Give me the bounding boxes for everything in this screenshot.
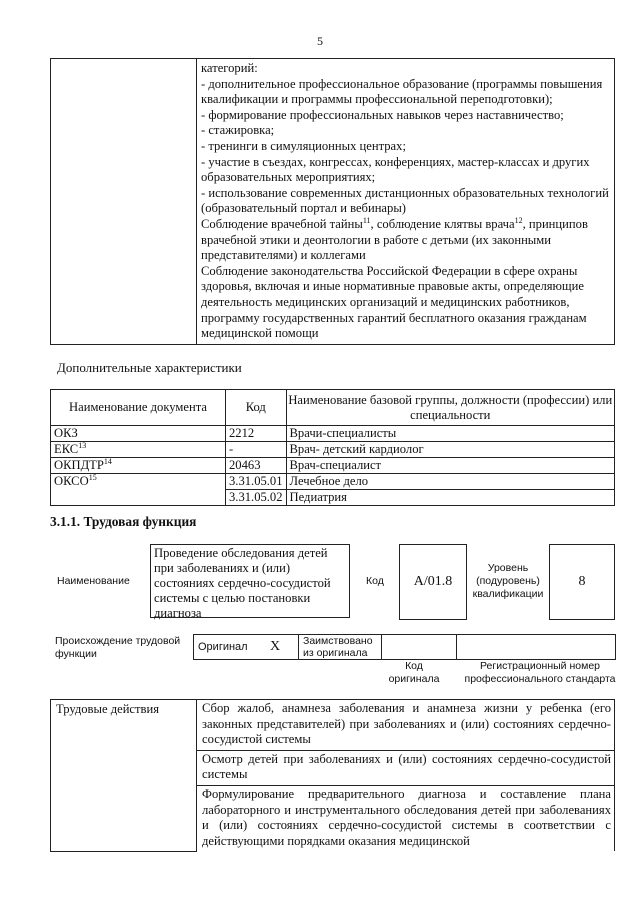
footnote-ref: 12: [514, 215, 523, 225]
table-row: [51, 458, 615, 474]
code-cell: 3.31.05.02: [226, 490, 287, 506]
additional-table: [50, 389, 615, 506]
name-cell: Лечебное дело: [286, 474, 614, 490]
function-level-box: 8: [549, 544, 615, 620]
page-number: 5: [317, 34, 323, 48]
doc-cell: ОКЗ: [51, 426, 226, 442]
original-mark: X: [266, 635, 299, 660]
name-cell: Врач- детский кардиолог: [286, 442, 614, 458]
text-line: - формирование профессиональных навыков через наставничество;: [201, 107, 564, 122]
continuation-table: [50, 58, 615, 345]
name-cell: Педиатрия: [286, 490, 614, 506]
code-label: Код: [366, 575, 384, 587]
text-line: - стажировка;: [201, 123, 275, 138]
column-header: Наименование документа: [51, 390, 226, 426]
origin-label: Происхождение трудовой функции: [55, 635, 181, 660]
table-row: [51, 474, 615, 490]
function-name-box: Проведение обследования детей при заболеваниях и (или) состояниях сердечно-сосудистой системы с целью постановки диагноза: [150, 544, 350, 618]
table-row: [51, 426, 615, 442]
name-label: Наименование: [57, 575, 130, 587]
secrecy-text: , принципов врачебной этики и деонтологии в работе с детьми (их законными представителями) и коллегами: [201, 216, 588, 263]
text-line: - тренинги в симуляционных центрах;: [201, 138, 406, 153]
text-line: - использование современных дистанционных образовательных технологий (образовательный портал и вебинары): [201, 185, 609, 216]
action-item: Осмотр детей при заболеваниях и (или) состояниях сердечно-сосудистой системы: [197, 750, 615, 785]
name-cell: Врачи-специалисты: [286, 426, 614, 442]
action-item: Сбор жалоб, анамнеза заболевания и анамнеза жизни у ребенка (его законных представителей) при заболеваниях и (или) состояниях сердечно-сосудистой системы: [197, 700, 615, 751]
code-original-cell: [382, 635, 457, 660]
additional-heading: Дополнительные характеристики: [57, 360, 242, 375]
secrecy-text: , соблюдение клятвы врача: [370, 216, 515, 231]
continuation-cell: [197, 59, 615, 345]
table-row: [51, 442, 615, 458]
doc-cell: ОКСО$^{15}$: [51, 474, 226, 506]
actions-table: [50, 699, 615, 852]
section-title: 3.1.1. Трудовая функция: [50, 514, 197, 529]
code-cell: 20463: [226, 458, 287, 474]
name-cell: Врач-специалист: [286, 458, 614, 474]
footnote-ref: 11: [362, 215, 371, 225]
reg-number-caption: Регистрационный номер профессионального стандарта: [464, 660, 616, 685]
borrowed-cell: Заимствовано из оригинала: [299, 635, 382, 660]
column-header: Наименование базовой группы, должности (профессии) или специальности: [286, 390, 614, 426]
reg-number-cell: [457, 635, 616, 660]
action-item: Формулирование предварительного диагноза и составление плана лабораторного и инструментального обследования детей при заболеваниях и (или) состояниях сердечно-сосудистой системы в соответствии с действующими порядками оказания медицинской: [197, 785, 615, 851]
level-label: Уровень (подуровень) квалификации: [472, 562, 544, 600]
function-code-box: A/01.8: [399, 544, 467, 620]
secrecy-paragraph: [201, 217, 610, 264]
doc-cell: ЕКС$^{13}$: [51, 442, 226, 458]
text-line: - участие в съездах, конгрессах, конференциях, мастер-классах и других образовательных мероприятиях;: [201, 154, 590, 185]
empty-cell: [51, 59, 197, 345]
actions-label: Трудовые действия: [51, 700, 197, 852]
original-cell: Оригинал: [194, 635, 267, 660]
column-header: Код: [226, 390, 287, 426]
doc-cell: ОКПДТР$^{14}$: [51, 458, 226, 474]
origin-table: [193, 634, 616, 660]
law-paragraph: Соблюдение законодательства Российской Федерации в сфере охраны здоровья, включая и иные нормативные правовые акты, определяющие деятельность медицинских организаций и медицинских работников, программу государственных гарантий бесплатного оказания гражданам медицинской помощи: [201, 263, 587, 341]
code-original-caption: Код оригинала: [388, 660, 440, 685]
code-cell: 2212: [226, 426, 287, 442]
text-line: категорий:: [201, 61, 258, 75]
secrecy-text: Соблюдение врачебной тайны: [201, 216, 363, 231]
code-cell: 3.31.05.01: [226, 474, 287, 490]
code-cell: -: [226, 442, 287, 458]
text-line: - дополнительное профессиональное образование (программы повышения квалификации и программы профессиональной переподготовки);: [201, 76, 603, 107]
